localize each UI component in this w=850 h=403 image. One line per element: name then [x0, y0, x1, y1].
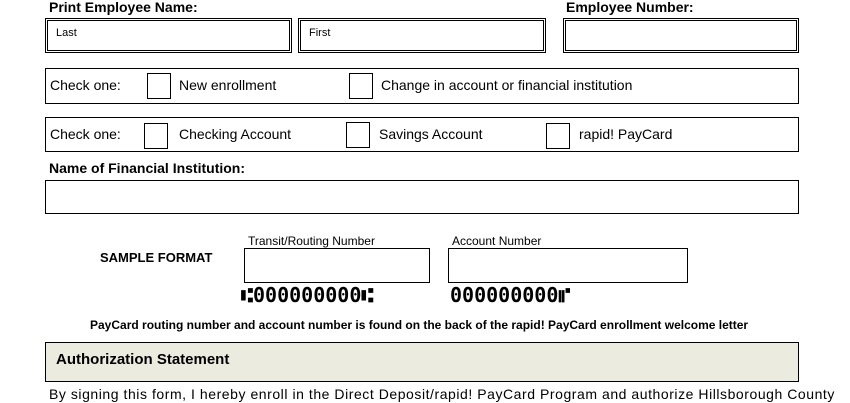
enrollment-type-row	[45, 68, 799, 104]
authorization-header	[45, 342, 799, 382]
financial-institution-label: Name of Financial Institution:	[49, 160, 246, 176]
paycard-label: rapid! PayCard	[579, 126, 673, 142]
paycard-routing-note: PayCard routing number and account number is found on the back of the rapid! PayCard enrollment welcome letter	[90, 318, 749, 332]
sample-account-box	[448, 248, 688, 283]
financial-institution-field[interactable]	[45, 180, 799, 214]
check-one-label: Check one:	[50, 77, 121, 93]
change-account-checkbox[interactable]	[349, 73, 373, 99]
account-type-row	[45, 117, 799, 152]
checking-account-label: Checking Account	[179, 126, 292, 142]
sample-routing-micr: ⑆000000000⑆	[241, 283, 374, 307]
print-employee-name-label: Print Employee Name:	[49, 0, 198, 15]
sample-account-micr: 000000000⑈	[450, 283, 571, 307]
account-number-caption: Account Number	[452, 234, 542, 248]
first-name-field[interactable]	[298, 18, 546, 53]
change-account-label: Change in account or financial institution	[381, 77, 633, 93]
authorization-text: By signing this form, I hereby enroll in the Direct Deposit/rapid! PayCard Program and authorize Hillsborough County	[49, 386, 835, 402]
last-name-caption: Last	[56, 27, 77, 39]
sample-routing-box	[244, 248, 430, 283]
savings-account-label: Savings Account	[379, 126, 483, 142]
check-one-label: Check one:	[50, 126, 121, 142]
authorization-title: Authorization Statement	[56, 351, 230, 368]
new-enrollment-label: New enrollment	[179, 77, 277, 93]
employee-number-field[interactable]	[563, 18, 799, 53]
savings-account-checkbox[interactable]	[346, 122, 370, 148]
new-enrollment-checkbox[interactable]	[147, 73, 171, 99]
paycard-checkbox[interactable]	[546, 123, 570, 149]
routing-number-caption: Transit/Routing Number	[248, 234, 375, 248]
last-name-field[interactable]	[45, 18, 292, 53]
first-name-caption: First	[309, 27, 331, 39]
employee-number-label: Employee Number:	[566, 0, 694, 15]
sample-format-label: SAMPLE FORMAT	[100, 250, 213, 265]
checking-account-checkbox[interactable]	[144, 123, 168, 149]
